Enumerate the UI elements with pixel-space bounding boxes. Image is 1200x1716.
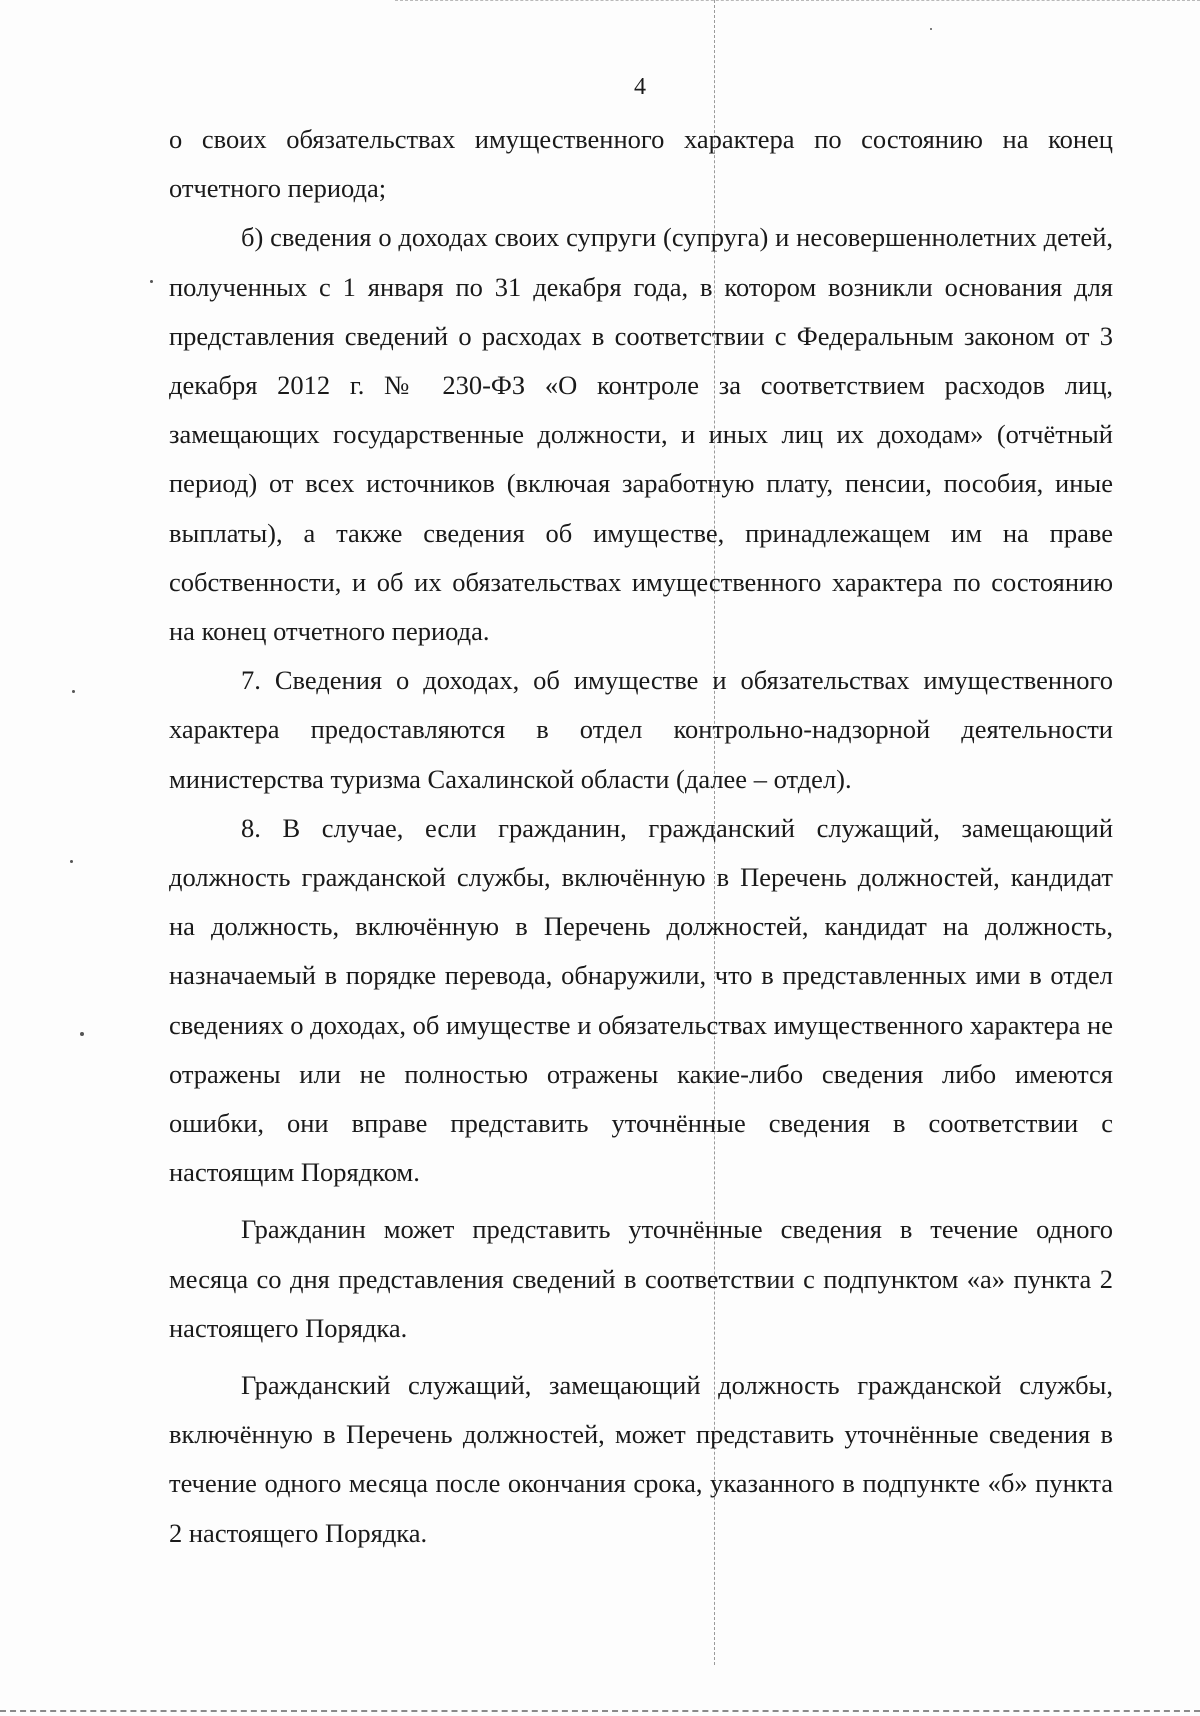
scan-speck <box>150 280 153 283</box>
scan-speck <box>930 28 932 30</box>
paragraph-7: 7. Сведения о доходах, об имуществе и обязательствах имущественного характера предоставляются в отдел контрольно-надзорной деятельности министерства туризма Сахалинской области (далее – отдел). <box>169 665 1113 794</box>
paragraph-8: 8. В случае, если гражданин, гражданский служащий, замещающий должность гражданской службы, включённую в Перечень должностей, кандидат на должность, включённую в Перечень должностей, кандидат на должность, назначаемый в порядке перевода, обнаружили, что в представленных ими в отдел сведениях о доходах, об имуществе и обязательствах имущественного характера не отражены или не полностью отражены какие-либо сведения либо имеются ошибки, они вправе представить уточнённые сведения в соответствии с настоящим Порядком. <box>169 812 1113 1188</box>
page-number: 4 <box>634 74 646 100</box>
scan-speck <box>72 690 75 693</box>
scan-top-edge <box>395 0 1200 3</box>
paragraph-civil-servant: Гражданский служащий, замещающий должность гражданской службы, включённую в Перечень должностей, может представить уточнённые сведения в течение одного месяца после окончания срока, указанного в подпункте «б» пункта 2 настоящего Порядка. <box>169 1370 1113 1548</box>
scan-bottom-edge <box>0 1710 1200 1714</box>
paragraph-item-b: б) сведения о доходах своих супруги (супруга) и несовершеннолетних детей, полученных с 1 января по 31 декабря года, в котором возникли основания для представления сведений о расходах в соответствии с Федеральным законом от 3 декабря 2012 г. № 230-ФЗ «О контроле за соответствием расходов лиц, замещающих государственные должности, и иных лиц их доходам» (отчётный период) от всех источников (включая заработную плату, пенсии, пособия, иные выплаты), а также сведения об имуществе, принадлежащем им на праве собственности, и об их обязательствах имущественного характера по состоянию на конец отчетного периода. <box>169 222 1113 647</box>
scan-speck <box>80 1032 84 1036</box>
paragraph-citizen: Гражданин может представить уточнённые сведения в течение одного месяца со дня представления сведений в соответствии с подпунктом «а» пункта 2 настоящего Порядка. <box>169 1214 1113 1343</box>
document-body <box>169 115 1113 1558</box>
scan-speck <box>70 860 73 863</box>
paragraph-continuation: о своих обязательствах имущественного характера по состоянию на конец отчетного периода; <box>169 124 1113 204</box>
